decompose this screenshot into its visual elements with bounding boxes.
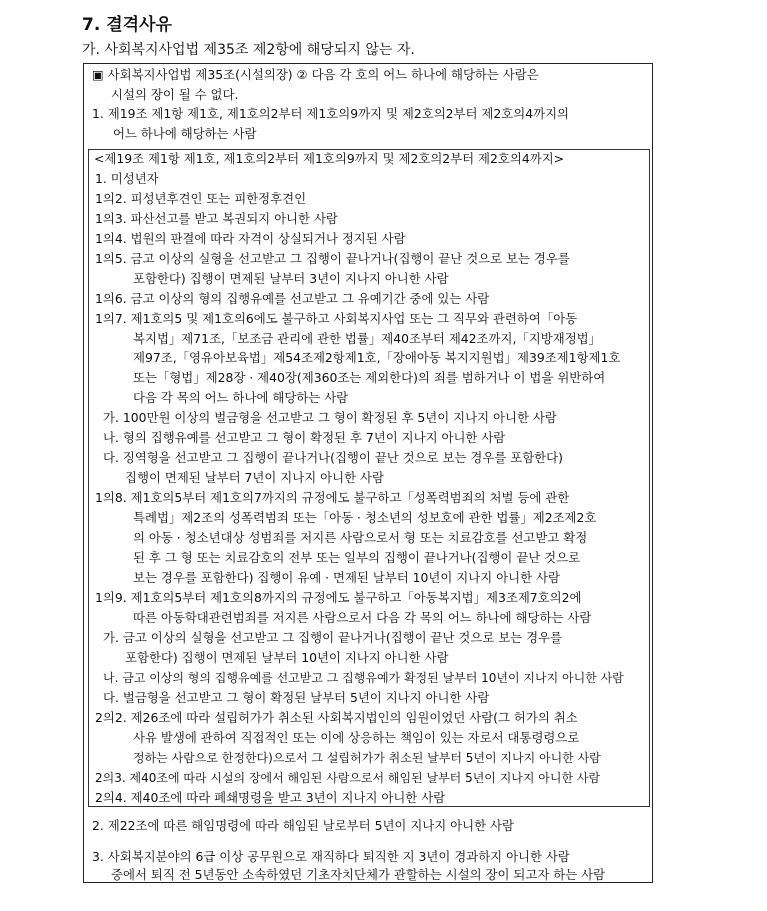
- inner-line: 특례법」제2조의 성폭력범죄 또는「아동 · 청소년의 성보호에 관한 법률」제2조제2호: [133, 510, 597, 525]
- box-line: 어느 하나에 해당하는 사람: [113, 126, 257, 141]
- inner-line: 의 아동 · 청소년대상 성범죄를 저지른 사람으로서 형 또는 치료감호를 선고받고 확정: [133, 530, 588, 545]
- inner-line: 가. 금고 이상의 실형을 선고받고 그 집행이 끝나거나(집행이 끝난 것으로 보는 경우를: [103, 630, 563, 645]
- inner-line: 나. 형의 집행유예를 선고받고 그 형이 확정된 후 7년이 지나지 아니한 사람: [103, 430, 506, 445]
- section-title: 7. 결격사유: [82, 15, 172, 35]
- inner-line: 제97조,「영유아보육법」제54조제2항제1호,「장애아동 복지지원법」제39조제1항제1호: [133, 350, 621, 365]
- inner-line: 1의5. 금고 이상의 실형을 선고받고 그 집행이 끝나거나(집행이 끝난 것으로 보는 경우를: [95, 251, 570, 266]
- box-line: 1. 제19조 제1항 제1호, 제1호의2부터 제1호의9까지 및 제2호의2부터 제2호의4까지의: [92, 106, 570, 121]
- inner-line: 집행이 면제된 날부터 7년이 지나지 아니한 사람: [125, 470, 384, 485]
- inner-line: 1의7. 제1호의5 및 제1호의6에도 불구하고 사회복지사업 또는 그 직무와 관련하여「아동: [95, 311, 578, 326]
- inner-line: 또는「형법」제28장 · 제40장(제360조는 제외한다)의 죄를 범하거나 이 법을 위반하여: [133, 370, 606, 385]
- inner-line: 된 후 그 형 또는 치료감호의 전부 또는 일부의 집행이 끝나거나(집행이 끝난 것으로: [133, 550, 581, 565]
- inner-line: 1. 미성년자: [95, 171, 159, 186]
- inner-line: 2의4. 제40조에 따라 폐쇄명령을 받고 3년이 지나지 아니한 사람: [95, 790, 446, 805]
- inner-line: 1의9. 제1호의5부터 제1호의8까지의 규정에도 불구하고「아동복지법」제3조제7호의2에: [95, 590, 582, 605]
- inner-line: 1의6. 금고 이상의 형의 집행유예를 선고받고 그 유예기간 중에 있는 사람: [95, 291, 490, 306]
- box-line: 중에서 퇴직 전 5년동안 소속하였던 기초자치단체가 관할하는 시설의 장이 되고자 하는 사람: [111, 867, 606, 882]
- inner-line: 포함한다) 집행이 면제된 날부터 3년이 지나지 아니한 사람: [133, 271, 449, 286]
- inner-line: 정하는 사람으로 한정한다)으로서 그 설립허가가 취소된 날부터 5년이 지나지 아니한 사람: [133, 751, 601, 765]
- box-line: 3. 사회복지분야의 6급 이상 공무원으로 재직하다 퇴직한 지 3년이 경과하지 아니한 사람: [92, 849, 570, 864]
- inner-line: 다. 벌금형을 선고받고 그 형이 확정된 날부터 5년이 지나지 아니한 사람: [103, 690, 490, 705]
- inner-line: 1의8. 제1호의5부터 제1호의7까지의 규정에도 불구하고「성폭력범죄의 처벌 등에 관한: [95, 490, 570, 505]
- inner-line: 보는 경우를 포함한다) 집행이 유예 · 면제된 날부터 10년이 지나지 아니한 사람: [133, 570, 560, 585]
- box-line: 2. 제22조에 따른 해임명령에 따라 해임된 날로부터 5년이 지나지 아니한 사람: [92, 818, 514, 833]
- inner-line: 2의3. 제40조에 따라 시설의 장에서 해임된 사람으로서 해임된 날부터 5년이 지나지 아니한 사람: [95, 771, 601, 785]
- box-line: ▣ 사회복지사업법 제35조(시설의장) ② 다음 각 호의 어느 하나에 해당하는 사람은: [92, 67, 539, 82]
- section-subtitle: 가. 사회복지사업법 제35조 제2항에 해당되지 않는 자.: [82, 42, 415, 58]
- inner-line: 1의2. 피성년후견인 또는 피한정후견인: [95, 191, 307, 206]
- inner-line: 1의3. 파산선고를 받고 복권되지 아니한 사람: [95, 211, 338, 226]
- inner-line: 2의2. 제26조에 따라 설립허가가 취소된 사회복지법인의 임원이었던 사람(그 허가의 취소: [95, 710, 578, 725]
- inner-line: 1의4. 법원의 판결에 따라 자격이 상실되거나 정지된 사람: [95, 231, 406, 246]
- inner-line: 다. 징역형을 선고받고 그 집행이 끝나거나(집행이 끝난 것으로 보는 경우를 포함한다): [103, 450, 563, 465]
- inner-line: 따른 아동학대관련범죄를 저지른 사람으로서 다음 각 목의 어느 하나에 해당하는 사람: [133, 610, 592, 625]
- inner-line: 나. 금고 이상의 형의 집행유예를 선고받고 그 집행유예가 확정된 날부터 10년이 지나지 아니한 사람: [103, 671, 624, 685]
- inner-line: 복지법」제71조,「보조금 관리에 관한 법률」제40조부터 제42조까지,「지방재정법」: [133, 331, 602, 346]
- inner-line: 가. 100만원 이상의 벌금형을 선고받고 그 형이 확정된 후 5년이 지나지 아니한 사람: [103, 410, 557, 425]
- inner-line: 사유 발생에 관하여 직접적인 또는 이에 상응하는 책임이 있는 자로서 대통령령으로: [133, 730, 580, 745]
- box-line: 시설의 장이 될 수 없다.: [111, 87, 239, 102]
- inner-line: 포함한다) 집행이 면제된 날부터 10년이 지나지 아니한 사람: [125, 650, 449, 665]
- inner-line: 다음 각 목의 어느 하나에 해당하는 사람: [133, 390, 349, 405]
- inner-line: <제19조 제1항 제1호, 제1호의2부터 제1호의9까지 및 제2호의2부터 제2호의4까지>: [94, 151, 565, 166]
